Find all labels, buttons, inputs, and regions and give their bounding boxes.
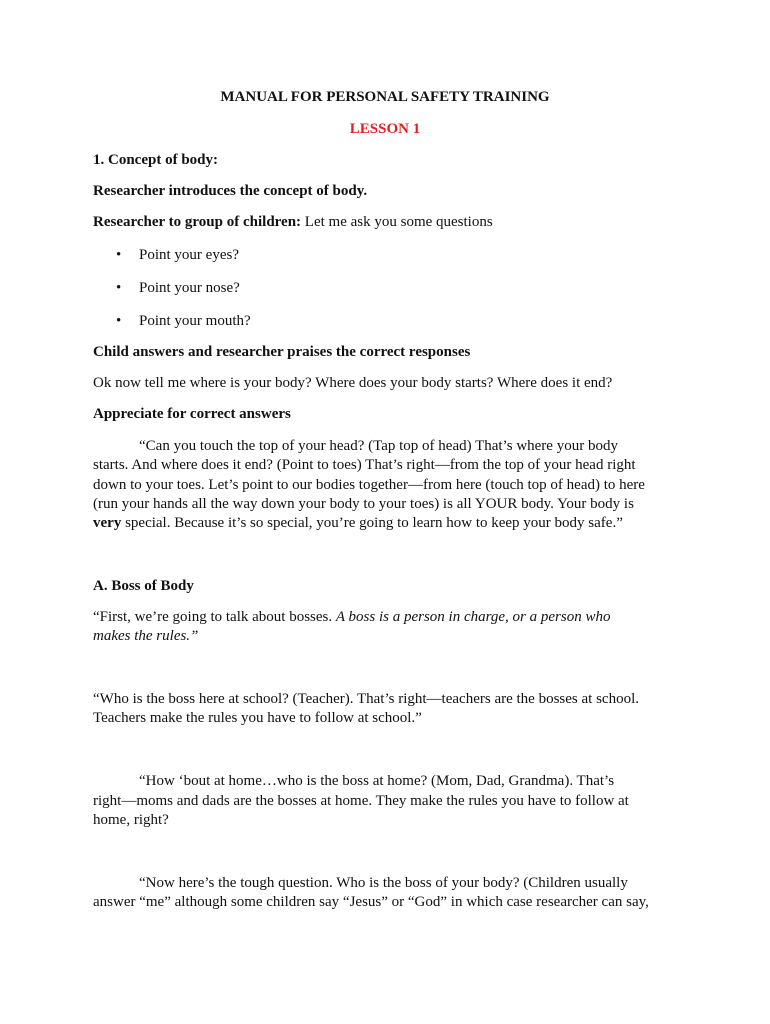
- questions-line: [93, 213, 493, 232]
- bullet-icon: •: [116, 280, 122, 296]
- body-question-line: Ok now tell me where is your body? Where does your body starts? Where does it end?: [93, 375, 613, 391]
- appreciate-line: Appreciate for correct answers: [93, 406, 291, 422]
- list-item: Point your eyes?: [139, 247, 239, 263]
- paragraph-line: “Can you touch the top of your head? (Tap top of head) That’s where your body: [139, 438, 618, 454]
- questions-label: Researcher to group of children:: [93, 214, 302, 230]
- paragraph-line: Teachers make the rules you have to follow at school.”: [93, 710, 422, 726]
- bullet-icon: •: [116, 313, 122, 329]
- intro-line: Researcher introduces the concept of body.: [93, 183, 368, 199]
- section-heading-boss-of-body: A. Boss of Body: [93, 578, 194, 594]
- boss-definition-continued: makes the rules.”: [93, 628, 199, 644]
- paragraph-line: (run your hands all the way down your body to your toes) is all YOUR body. Your body is: [93, 496, 634, 512]
- paragraph-text: “First, we’re going to talk about bosses.: [93, 609, 336, 625]
- praise-line: Child answers and researcher praises the correct responses: [93, 344, 471, 360]
- emphasis-very: very: [93, 515, 122, 531]
- paragraph-line: “Who is the boss here at school? (Teacher). That’s right—teachers are the bosses at school.: [93, 691, 639, 707]
- paragraph-text: special. Because it’s so special, you’re going to learn how to keep your body safe.”: [121, 515, 623, 531]
- paragraph-line: right—moms and dads are the bosses at home. They make the rules you have to follow at: [93, 793, 629, 809]
- list-item: Point your mouth?: [139, 313, 251, 329]
- questions-text: Let me ask you some questions: [301, 214, 493, 230]
- paragraph-line: home, right?: [93, 812, 169, 828]
- paragraph-line: “How ‘bout at home…who is the boss at home? (Mom, Dad, Grandma). That’s: [139, 773, 615, 789]
- list-item: Point your nose?: [139, 280, 240, 296]
- paragraph-line: [93, 514, 623, 533]
- paragraph-line: “Now here’s the tough question. Who is the boss of your body? (Children usually: [139, 875, 628, 891]
- paragraph-line: answer “me” although some children say “Jesus” or “God” in which case researcher can say,: [93, 894, 649, 910]
- paragraph-line: down to your toes. Let’s point to our bodies together—from here (touch top of head) to here: [93, 477, 645, 493]
- document-title: MANUAL FOR PERSONAL SAFETY TRAINING: [220, 89, 550, 105]
- paragraph-line: starts. And where does it end? (Point to toes) That’s right—from the top of your head right: [93, 457, 636, 473]
- paragraph-line: [93, 608, 610, 627]
- section-heading-concept-of-body: 1. Concept of body:: [93, 152, 219, 168]
- boss-definition: A boss is a person in charge, or a person who: [335, 609, 611, 625]
- bullet-icon: •: [116, 247, 122, 263]
- lesson-heading: LESSON 1: [349, 121, 421, 137]
